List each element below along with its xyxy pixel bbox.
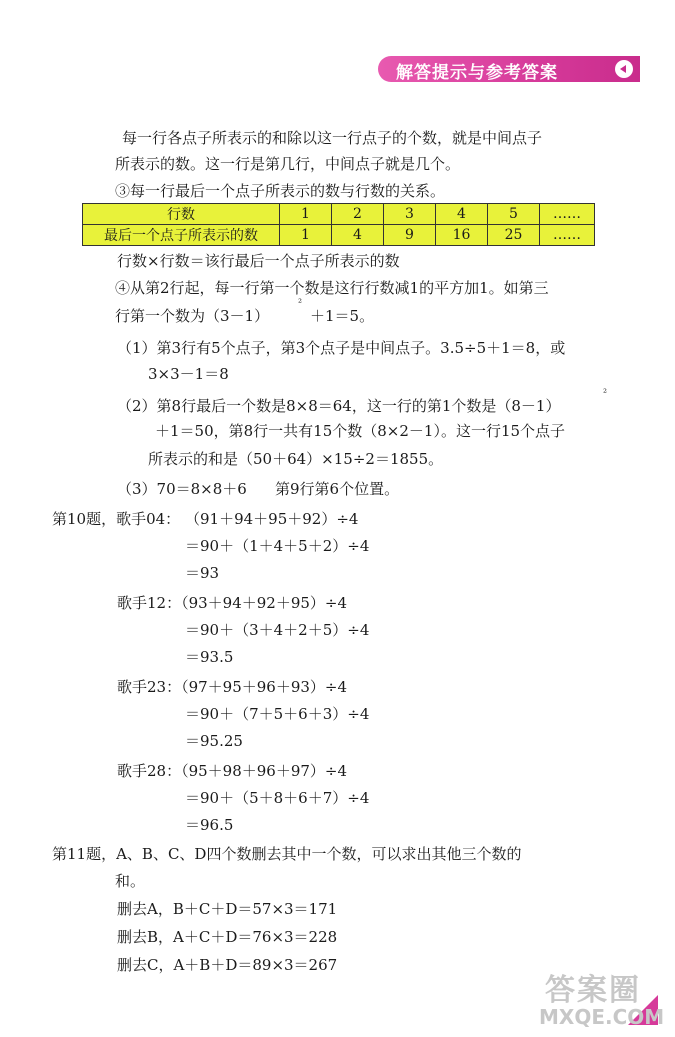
back-arrow-icon [615,60,633,78]
formula-line: ＝90＋（1＋4＋5＋2）÷4 [185,537,370,555]
table-cell: 2 [332,204,384,225]
table-cell: 4 [332,225,384,246]
formula-line: ＝93.5 [185,648,234,666]
table-row [83,225,595,246]
text-line: （1）第3行有5个点子，第3个点子是中间点子。3.5÷5＋1＝8，或 [117,339,566,357]
text-line: ④从第2行起，每一行第一个数是这行行数减1的平方加1。如第三 [115,279,549,297]
text-line: （3）70＝8×8＋6 [117,480,247,498]
superscript: ² [298,298,303,309]
table-cell: …… [540,225,595,246]
formula-line: ＝93 [185,564,220,582]
table-cell: 25 [488,225,540,246]
table-cell: 1 [280,204,332,225]
table-cell: 行数 [83,204,280,225]
question-line: 和。 [115,872,146,890]
formula-line: ＝90＋（7＋5＋6＋3）÷4 [185,705,370,723]
table-row [83,204,595,225]
table-cell: 3 [384,204,436,225]
intro-line: 所表示的数。这一行是第几行，中间点子就是几个。 [115,155,461,173]
formula-line: （91＋94＋95＋92）÷4 [185,510,359,528]
formula-line: 删去A，B＋C＋D＝57×3＝171 [117,900,338,918]
table-cell: …… [540,204,595,225]
table-cell: 5 [488,204,540,225]
formula-line: ＝96.5 [185,816,234,834]
question-line: 第11题，A、B、C、D四个数删去其中一个数，可以求出其他三个数的 [52,845,522,863]
watermark [535,965,665,1029]
table-cell: 1 [280,225,332,246]
text-line: （2）第8行最后一个数是8×8＝64，这一行的第1个数是（8－1） [117,397,561,415]
text-line: 行数×行数＝该行最后一个点子所表示的数 [117,252,400,270]
table-cell: 9 [384,225,436,246]
section-title: 解答提示与参考答案 [396,63,558,83]
text-line: 第9行第6个位置。 [275,480,400,498]
formula-line: ＝90＋（3＋4＋2＋5）÷4 [185,621,370,639]
intro-line: 每一行各点子所表示的和除以这一行点子的个数，就是中间点子 [122,129,543,147]
intro-line: ③每一行最后一个点子所表示的数与行数的关系。 [115,182,446,200]
formula-line: 删去B，A＋C＋D＝76×3＝228 [117,928,338,946]
text-line: 行第一个数为（3－1） [115,307,270,325]
formula-line: 歌手28：（95＋98＋96＋97）÷4 [117,762,348,780]
table-cell: 16 [436,225,488,246]
text-line: 3×3－1＝8 [148,365,229,383]
formula-line: 歌手12：（93＋94＋92＋95）÷4 [117,594,348,612]
text-line: ＋1＝50，第8行一共有15个数（8×2－1）。这一行15个点子 [155,422,566,440]
formula-line: ＝95.25 [185,732,243,750]
formula-line: 歌手23：（97＋95＋96＋93）÷4 [117,678,348,696]
superscript: ² [603,388,608,399]
formula-line: 删去C，A＋B＋D＝89×3＝267 [117,956,338,974]
row-relation-table [82,203,595,246]
table-cell: 4 [436,204,488,225]
text-line: ＋1＝5。 [310,307,375,325]
watermark-text: 答案圈 [545,973,641,1008]
text-line: 所表示的和是（50＋64）×15÷2＝1855。 [148,450,444,468]
table-cell: 最后一个点子所表示的数 [83,225,280,246]
question-label: 第10题，歌手04： [52,510,181,528]
watermark-url: MXQE.COM [539,1005,665,1029]
formula-line: ＝90＋（5＋8＋6＋7）÷4 [185,789,370,807]
